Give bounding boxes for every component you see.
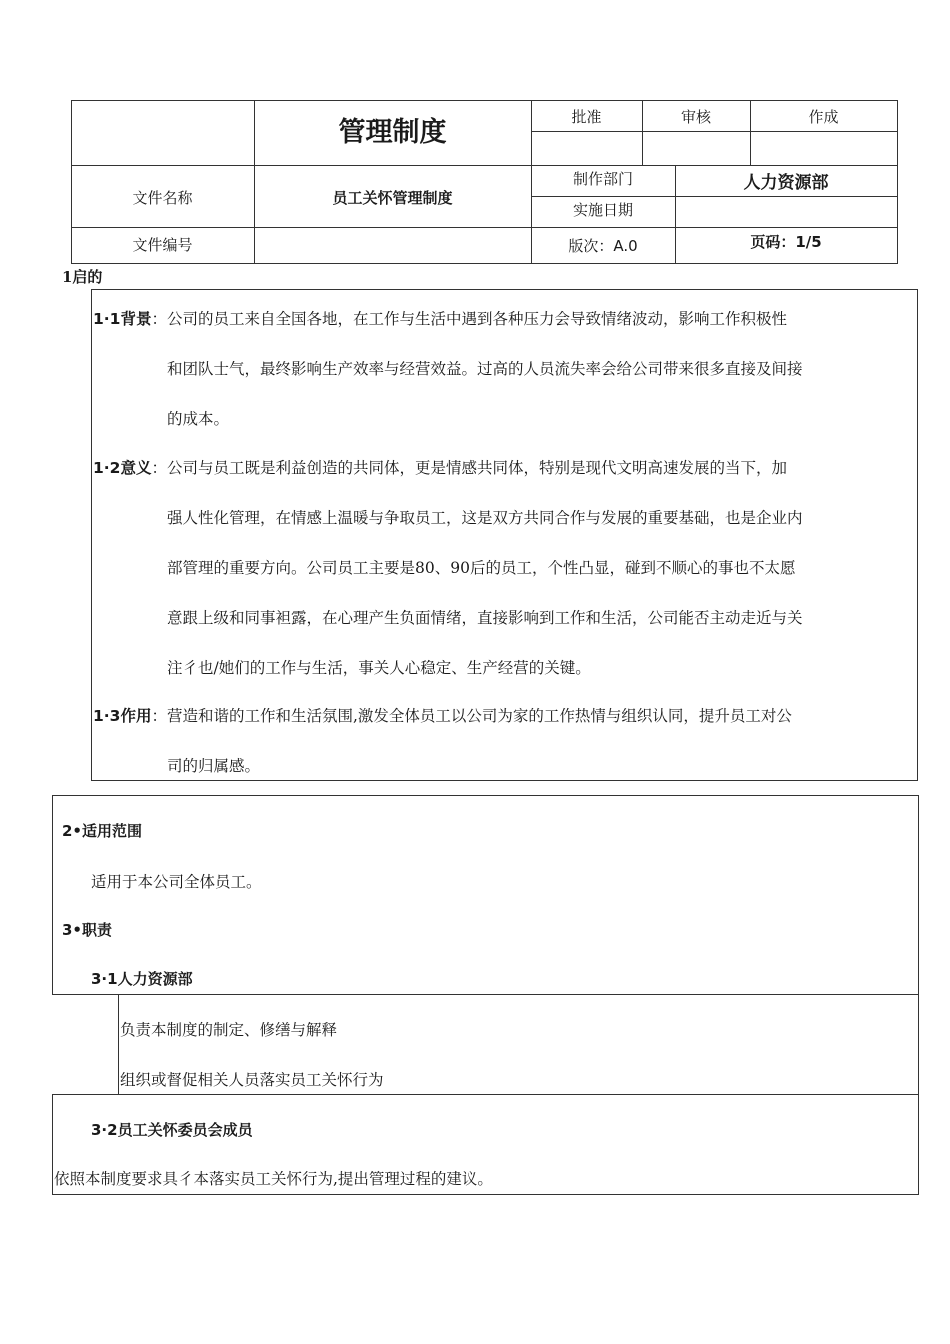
item-line: 强人性化管理，在情感上温暖与争取员工，这是双方共同合作与发展的重要基础，也是企业内	[167, 509, 803, 527]
item-number: 1·3	[93, 707, 121, 725]
section2-text: 适用于本公司全体员工。	[91, 873, 262, 891]
sub1-item: 负责本制度的制定、修缮与解释	[120, 1021, 338, 1039]
dept-label: 制作部门	[572, 170, 633, 188]
item-line: 司的归属感。	[167, 757, 261, 775]
item-line: ：营造和谐的工作和生活氛围,激发全体员工以公司为家的工作热情与组织认同，提升员工对公	[151, 707, 792, 725]
file-no-label: 文件编号	[132, 236, 193, 254]
item-title: 作用	[120, 707, 152, 725]
item-number: 1·1	[93, 310, 121, 328]
item-number: 1·2	[93, 459, 121, 477]
section2-heading: 2•适用范围	[62, 822, 143, 840]
item-line: 意跟上级和同事袒露，在心理产生负面情绪，直接影响到工作和生活，公司能否主动走近与关	[167, 609, 803, 627]
item-line: 部管理的重要方向。公司员工主要是80、90后的员工，个性凸显，碰到不顺心的事也不太愿	[167, 559, 796, 577]
item-line: 和团队士气，最终影响生产效率与经营效益。过高的人员流失率会给公司带来很多直接及间接	[167, 360, 803, 378]
version-text: 版次：A.0	[568, 237, 638, 255]
item-line: 注彳也/她们的工作与生活，事关人心稳定、生产经营的关键。	[167, 659, 591, 677]
section1-heading: 1启的	[62, 268, 103, 286]
section3-sub2-title: 3·2员工关怀委员会成员	[91, 1121, 253, 1139]
item-line: 的成本。	[167, 410, 230, 428]
approve-label: 批准	[571, 108, 602, 126]
page-title: 管理制度	[338, 117, 447, 148]
file-name-value: 员工关怀管理制度	[332, 189, 453, 207]
impl-date-label: 实施日期	[572, 201, 633, 219]
item-line: ：公司与员工既是利益创造的共同体，更是情感共同体，特别是现代文明高速发展的当下，加	[151, 459, 787, 477]
section1-item-meaning	[93, 443, 915, 693]
item-title: 背景	[120, 310, 152, 328]
section1-item-background	[93, 294, 915, 444]
file-name-label: 文件名称	[132, 189, 193, 207]
sub1-item: 组织或督促相关人员落实员工关怀行为	[120, 1071, 384, 1089]
review-label: 审核	[680, 108, 711, 126]
item-line: ：公司的员工来自全国各地，在工作与生活中遇到各种压力会导致情绪波动，影响工作积极性	[151, 310, 787, 328]
section3-heading: 3•职责	[62, 921, 113, 939]
dept-value: 人力资源部	[743, 173, 829, 193]
section3-sub2-text: 依照本制度要求具彳本落实员工关怀行为,提出管理过程的建议。	[54, 1170, 493, 1188]
author-label: 作成	[808, 108, 839, 126]
section1-item-function	[93, 691, 915, 791]
section2-box	[52, 795, 919, 995]
page-number: 页码：1/5	[750, 233, 822, 251]
section3-sub1-title: 3·1人力资源部	[91, 970, 193, 988]
item-title: 意义	[120, 459, 152, 477]
